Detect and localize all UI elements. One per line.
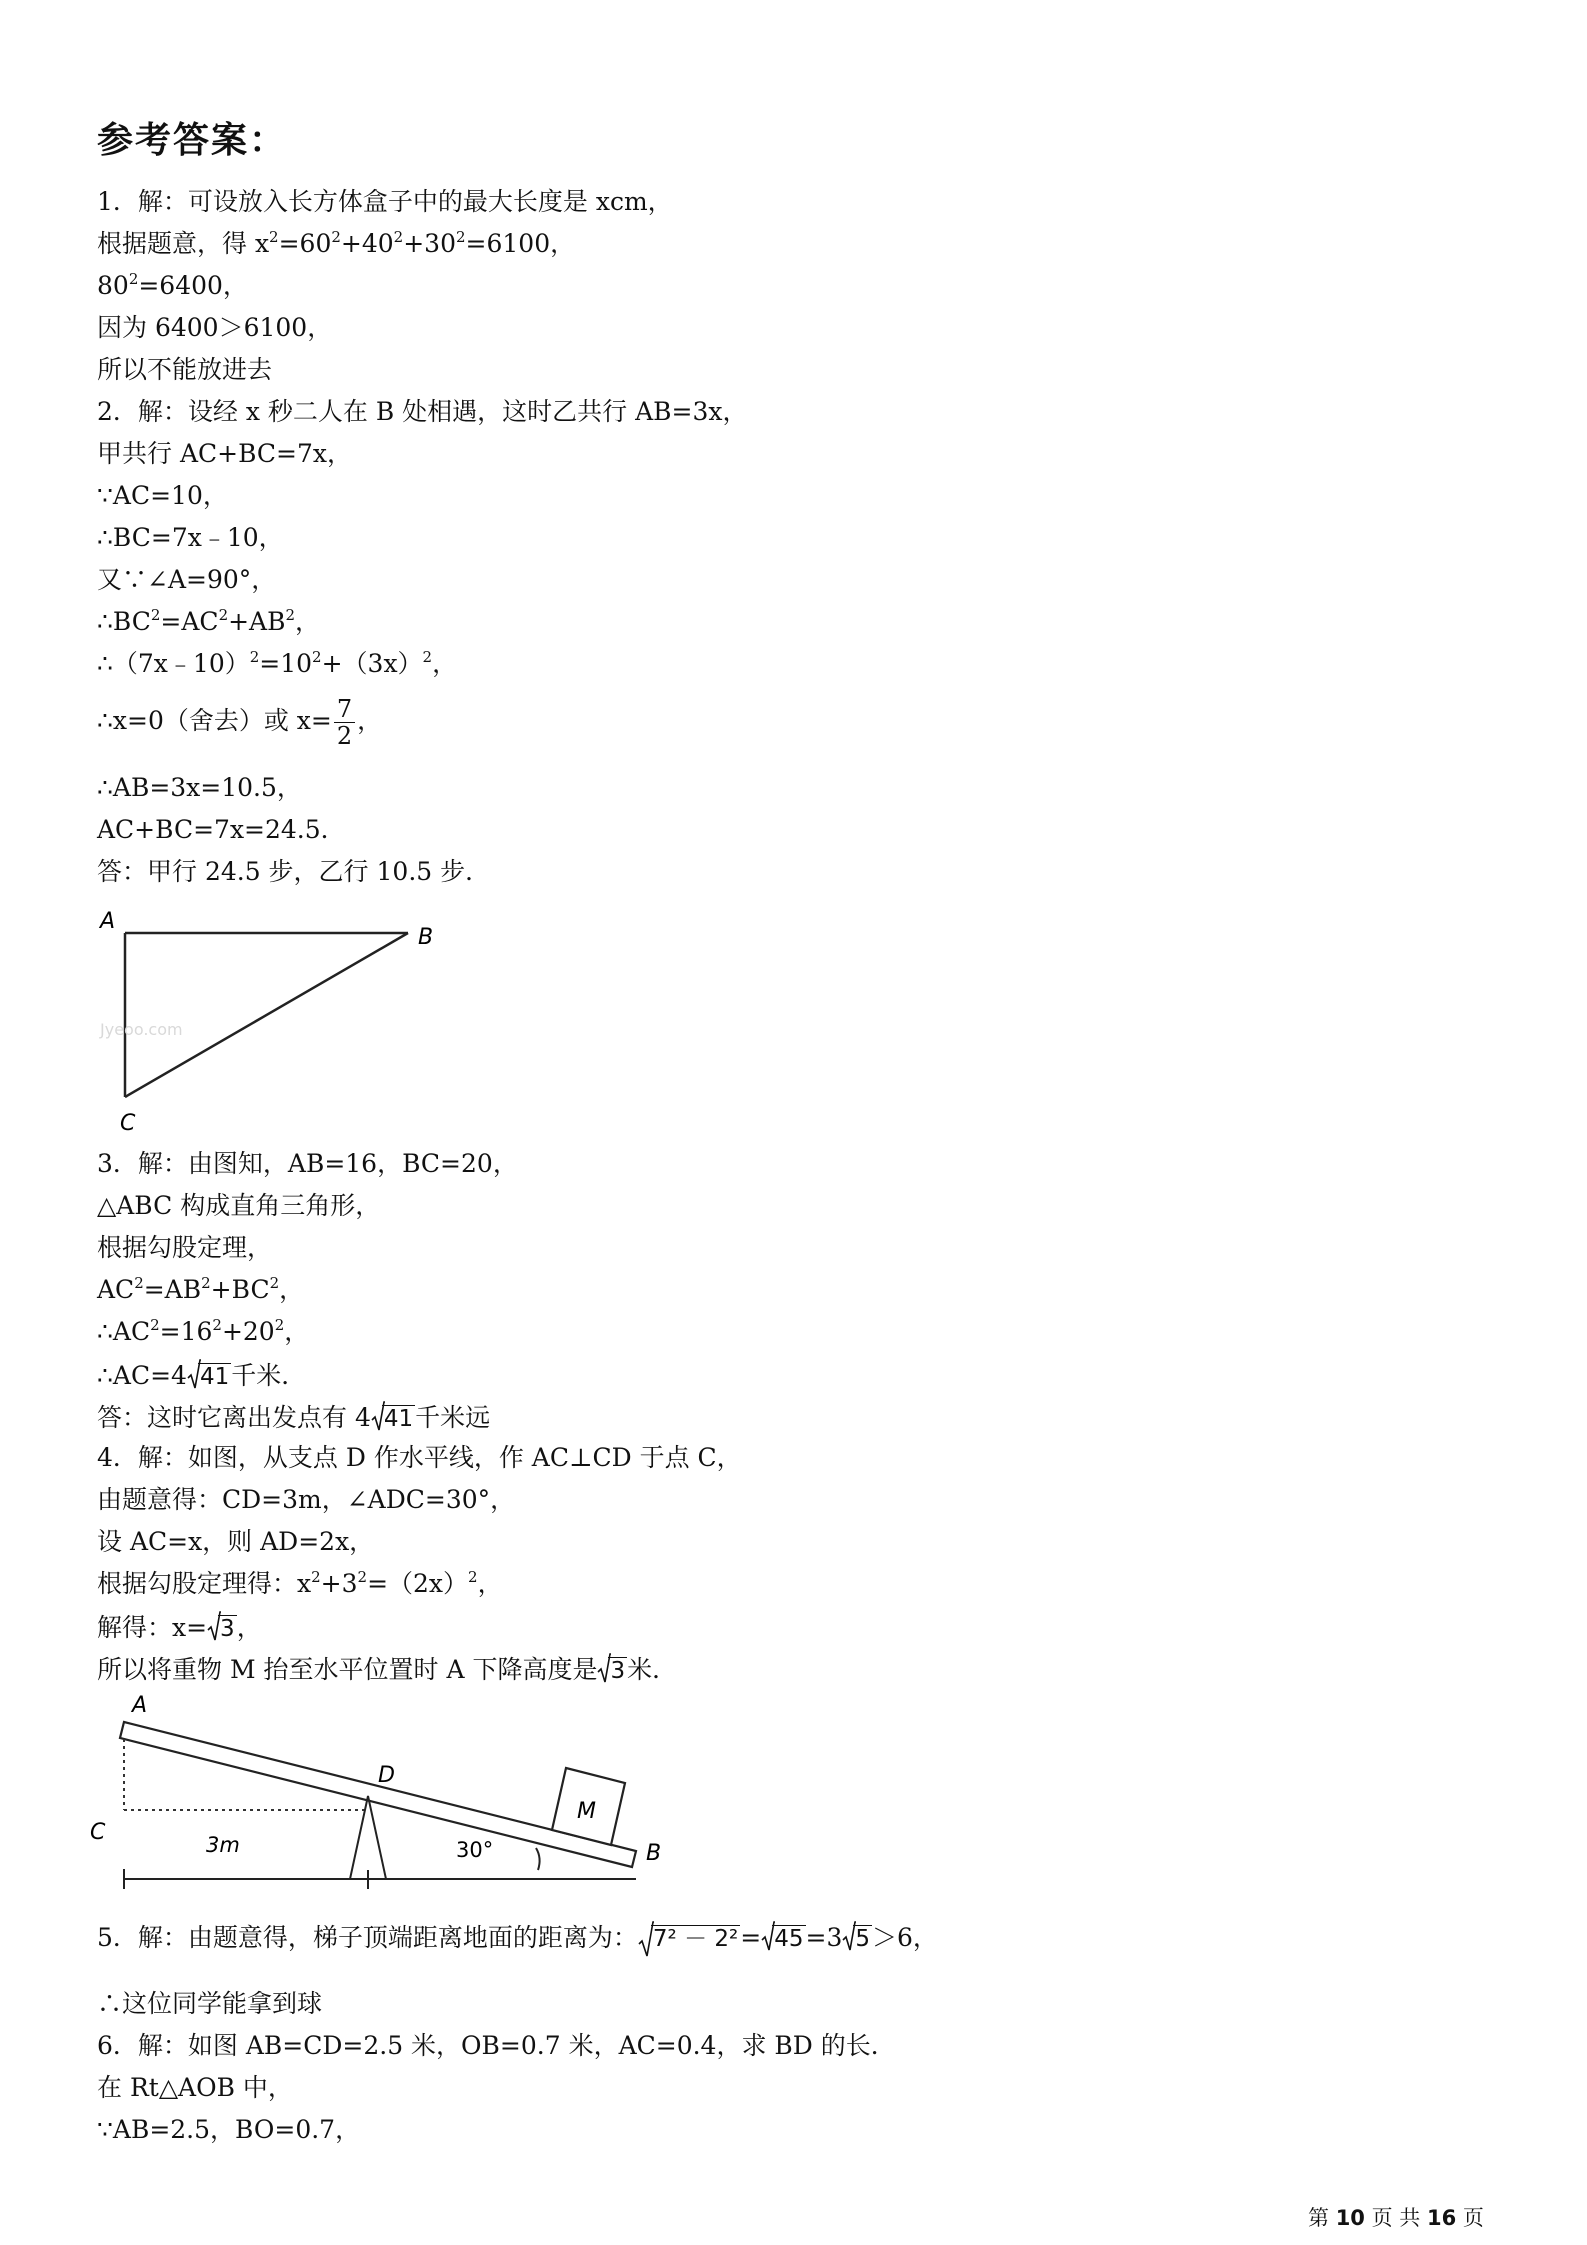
solution-line: 根据勾股定理， [97, 1233, 273, 1262]
page-footer: 第 10 页 共 16 页 [1308, 2206, 1484, 2230]
solution-line: 4．解：如图，从支点 D 作水平线，作 AC⊥CD 于点 C， [97, 1443, 742, 1472]
solution-line: 6．解：如图 AB=CD=2.5 米，OB=0.7 米，AC=0.4，求 BD 的长． [97, 2031, 896, 2060]
solution-line: ∴BC=7x﹣10， [97, 523, 284, 552]
solution-line: ∴AC=4 41千米． [97, 1358, 306, 1393]
solution-line: 由题意得：CD=3m，∠ADC=30°， [97, 1485, 516, 1514]
solution-line: 设 AC=x，则 AD=2x， [97, 1527, 375, 1556]
solution-line: 根据题意，得 $x^2=60^2+40^2+30^2=6100$， [97, 228, 576, 258]
vertex-label-a: A [100, 909, 116, 934]
lever-figure [80, 1682, 680, 1892]
page-number: 10 [1335, 2206, 1365, 2230]
solution-line: $\therefore AC^2=16^2+20^2$， [97, 1316, 310, 1346]
solution-line: 3．解：由图知，AB=16，BC=20， [97, 1149, 518, 1178]
vertex-label-c: C [120, 1111, 136, 1136]
solution-line: $\therefore(7x﹣10)^2=10^2+(3x)^2$， [97, 648, 458, 678]
label-b: B [646, 1841, 662, 1866]
solution-line: 2．解：设经 x 秒二人在 B 处相遇，这时乙共行 AB=3x， [97, 397, 748, 426]
solution-line: $80^2=6400$， [97, 270, 248, 300]
triangle-figure [90, 900, 450, 1140]
solution-line: 在 Rt△AOB 中， [97, 2073, 293, 2102]
solution-line: ∴AB=3x=10.5， [97, 773, 302, 802]
solution-line: 答：这时它离出发点有 4 41千米远 [97, 1400, 490, 1435]
solution-line: $AC^2=AB^2+BC^2$， [97, 1274, 305, 1304]
solution-line: 所以不能放进去 [97, 355, 273, 384]
side-bc [125, 933, 408, 1097]
solution-line: 甲共行 AC+BC=7x， [97, 439, 352, 468]
solution-line: 答：甲行 24.5 步，乙行 10.5 步． [97, 857, 491, 886]
solution-line: 又∵∠A=90°， [97, 565, 277, 594]
solution-line: 解得：x= 3， [97, 1610, 262, 1645]
solution-line: ∵AC=10， [97, 481, 228, 510]
solution-line: $\therefore BC^2=AC^2+AB^2$， [97, 606, 321, 636]
solution-line: 根据勾股定理得：$x^2+3^2=(2x)^2$， [97, 1568, 503, 1598]
solution-line: ∵AB=2.5，BO=0.7， [97, 2115, 361, 2144]
length-label: 3m [206, 1833, 240, 1857]
solution-line: AC+BC=7x=24.5． [97, 815, 346, 844]
solution-line: △ABC 构成直角三角形， [97, 1191, 381, 1220]
vertex-label-b: B [418, 925, 434, 950]
fraction: $\frac{7}{2}$ [334, 696, 355, 749]
solution-line: 因为 6400＞6100， [97, 313, 333, 342]
solution-line: 1．解：可设放入长方体盒子中的最大长度是 xcm， [97, 187, 673, 216]
solution-line: ∴这位同学能拿到球 [97, 1989, 323, 2018]
label-a: A [132, 1693, 148, 1718]
solution-line: 所以将重物 M 抬至水平位置时 A 下降高度是 3米． [97, 1652, 677, 1687]
label-d: D [378, 1763, 395, 1788]
watermark: Jyeoo.com [100, 1020, 183, 1039]
solution-line: 5．解：由题意得，梯子顶端距离地面的距离为： 7² － 2²= 45=3 5＞6， [97, 1920, 938, 1958]
page-title: 参考答案： [97, 120, 288, 161]
label-c: C [90, 1820, 106, 1845]
fulcrum [350, 1796, 386, 1879]
total-pages: 16 [1426, 2206, 1457, 2230]
angle-arc [536, 1848, 540, 1870]
angle-label: 30° [456, 1838, 494, 1862]
label-m: M [577, 1799, 596, 1824]
solution-line: ∴x=0（舍去）或 x= $\frac{7}{2}$ ， [97, 695, 383, 750]
